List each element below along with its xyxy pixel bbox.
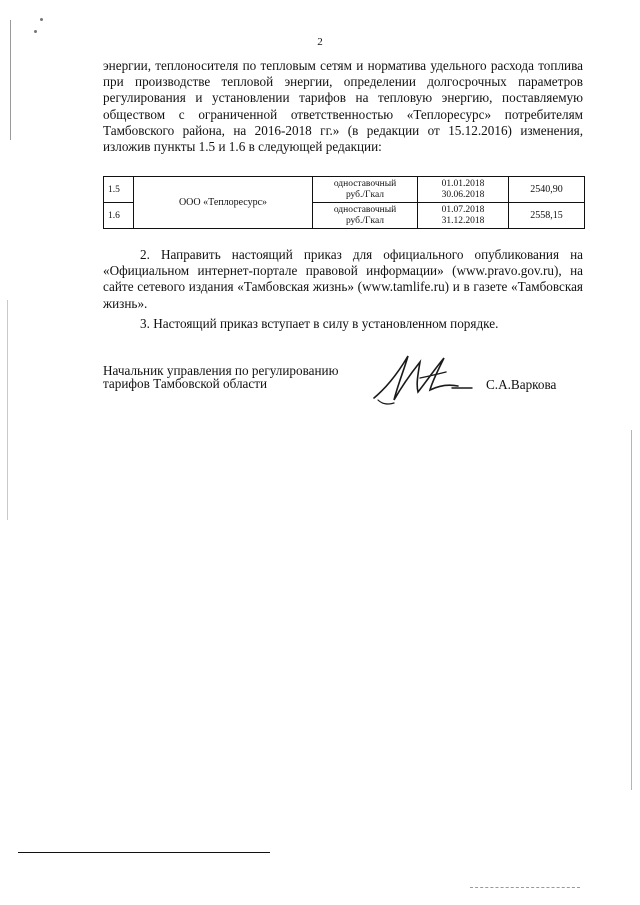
date-from: 01.07.2018 [441, 204, 485, 215]
handwritten-signature [368, 348, 478, 408]
signatory-title [103, 364, 338, 390]
tariff-type-label: одноставочный [333, 178, 397, 189]
paragraph-intro: энергии, теплоносителя по тепловым сетям и норматива удельного расхода топлива при производстве тепловой энергии, определении долгосрочных параметров регулирования и установлении тарифов на тепловую энергию, поставляемую обществом с ограниченной ответственностью «Теплоресурс» потребителям Тамбовского района, на 2016-2018 гг.» (в редакции от 15.12.2016) изменения, изложив пункты 1.5 и 1.6 в следующей редакции: [103, 58, 583, 155]
date-to: 31.12.2018 [441, 215, 485, 226]
scan-edge-mark [470, 887, 580, 889]
scan-edge-mark [631, 430, 632, 790]
tariff-value: 2540,90 [509, 177, 585, 203]
footnote-separator [18, 852, 270, 853]
tariff-period [418, 203, 509, 229]
organization-name: ООО «Теплоресурс» [134, 177, 313, 229]
tariff-type [313, 203, 418, 229]
signatory-title-line: тарифов Тамбовской области [103, 376, 268, 391]
row-number: 1.5 [104, 177, 134, 203]
paragraph-publication: 2. Направить настоящий приказ для официального опубликования на «Официальном интернет-портале правовой информации» (www.pravo.gov.ru), на сайте сетевого издания «Тамбовская жизнь» (www.tamlife.ru) и в газете «Тамбовская жизнь». [103, 247, 583, 311]
scan-speck [40, 18, 43, 21]
tariff-unit: руб./Гкал [345, 215, 385, 226]
date-from: 01.01.2018 [441, 178, 485, 189]
scan-edge-mark [7, 300, 8, 520]
tariff-unit: руб./Гкал [345, 189, 385, 200]
signatory-title-line: Начальник управления по регулированию [103, 363, 339, 378]
date-to: 30.06.2018 [441, 189, 485, 200]
page-number: 2 [317, 36, 323, 48]
tariff-type-label: одноставочный [333, 204, 397, 215]
row-number: 1.6 [104, 203, 134, 229]
signatory-name: С.А.Варкова [486, 377, 557, 392]
scan-speck [34, 30, 37, 33]
tariff-type [313, 177, 418, 203]
tariff-value: 2558,15 [509, 203, 585, 229]
table-row [104, 177, 585, 203]
tariff-table [103, 176, 585, 229]
tariff-period [418, 177, 509, 203]
paragraph-effect: 3. Настоящий приказ вступает в силу в установленном порядке. [140, 316, 499, 331]
